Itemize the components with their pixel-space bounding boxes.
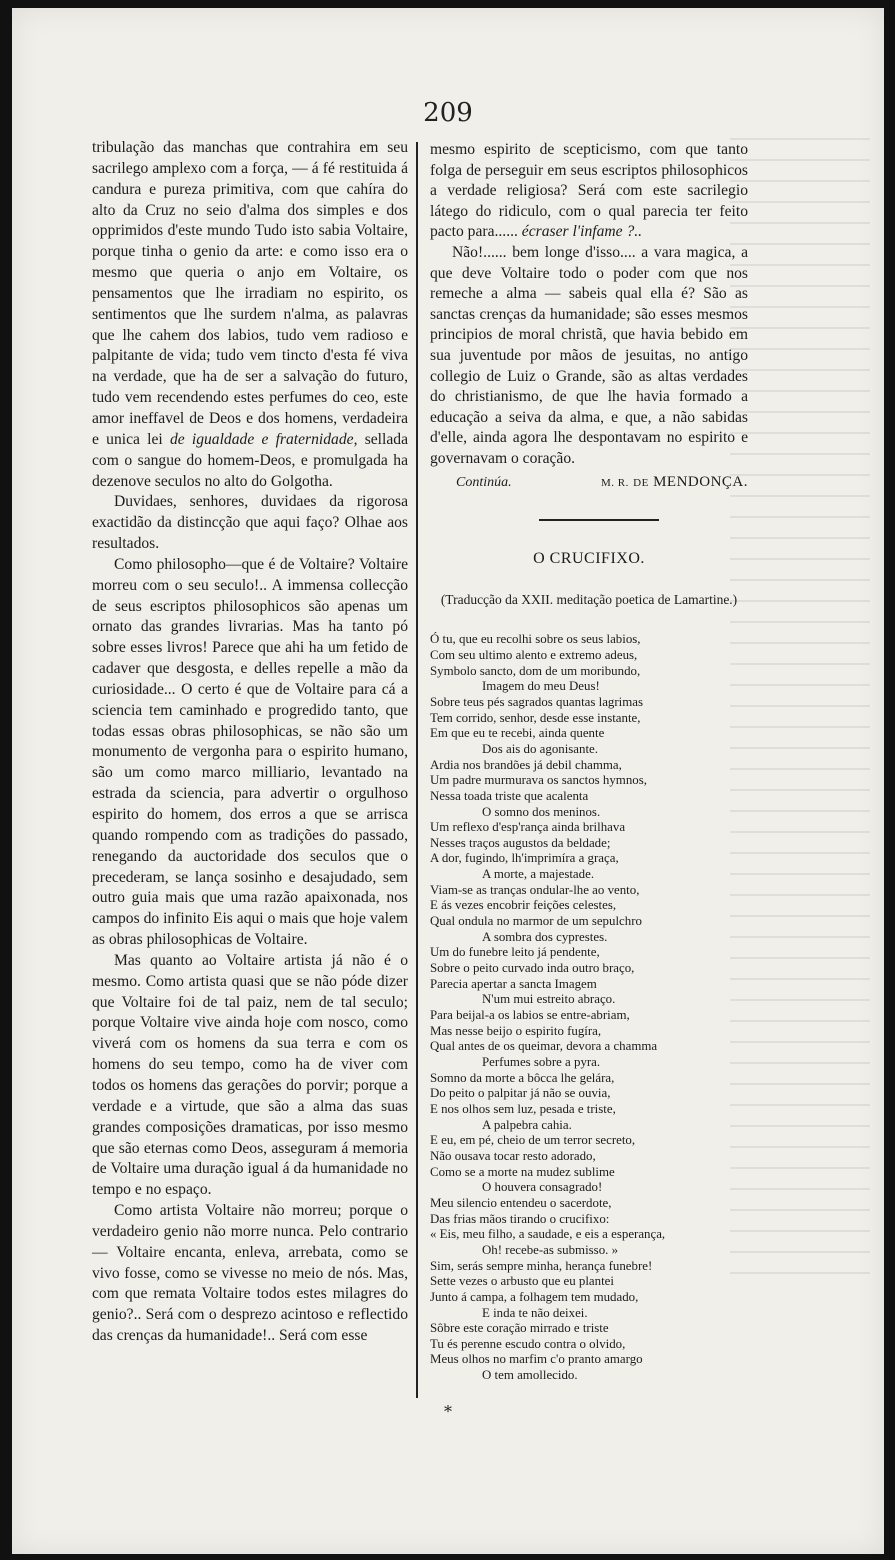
right-paragraph-1: mesmo espirito de scepticismo, com que tanto folga de perseguir em seus escriptos philosophicos a verdade religiosa? Será com este sacrilegio látego do ridiculo, com o qual parecia ter feito pacto para...... écraser l'infame ?.. bbox=[430, 141, 748, 241]
poem-line: Qual antes de os queimar, devora a chamma bbox=[430, 1039, 658, 1054]
poem-line: O somno dos meninos. bbox=[482, 804, 601, 819]
poem-line: Mas nesse beijo o espirito fugíra, bbox=[430, 1023, 602, 1038]
poem-line: O houvera consagrado! bbox=[482, 1180, 603, 1195]
poem-line: Do peito o palpitar já não se ouvia, bbox=[430, 1086, 611, 1101]
end-mark: * bbox=[444, 1402, 452, 1421]
poem-line: Das frias mãos tirando o crucifixo: bbox=[430, 1211, 610, 1226]
continua-note: Continúa. bbox=[456, 474, 512, 490]
author-initials: M. R. bbox=[601, 476, 629, 489]
left-column bbox=[92, 138, 408, 1347]
poem-line: Somno da morte a bôcca lhe gelára, bbox=[430, 1070, 615, 1085]
poem-line: Nessa toada triste que acalenta bbox=[430, 788, 589, 803]
poem-line: Nesses traços augustos da beldade; bbox=[430, 835, 611, 850]
poem-line: Com seu ultimo alento e extremo adeus, bbox=[430, 647, 638, 662]
poem-line: O tem amollecido. bbox=[482, 1368, 578, 1383]
page-number: 209 bbox=[423, 98, 473, 128]
poem-line: Symbolo sancto, dom de um moribundo, bbox=[430, 663, 641, 678]
poem-line: E eu, em pé, cheio de um terror secreto, bbox=[430, 1133, 636, 1148]
author-name bbox=[601, 472, 748, 494]
poem-line: Tu és perenne escudo contra o olvido, bbox=[430, 1336, 626, 1351]
poem-line: E ás vezes encobrir feições celestes, bbox=[430, 898, 617, 913]
poem-line: Oh! recebe-as submisso. » bbox=[482, 1242, 619, 1257]
poem-line: Ó tu, que eu recolhi sobre os seus labios, bbox=[430, 632, 641, 647]
poem-line: Parecia apertar a sancta Imagem bbox=[430, 976, 597, 991]
poem-line: Como se a morte na mudez sublime bbox=[430, 1164, 615, 1179]
poem-line: Sôbre este coração mirrado e triste bbox=[430, 1321, 609, 1336]
author-surname: MENDONÇA. bbox=[653, 473, 748, 490]
poem-line: Um do funebre leito já pendente, bbox=[430, 945, 600, 960]
left-paragraph-3: Como philosopho—que é de Voltaire? Voltaire morreu com o seu seculo!.. A immensa collecção de seus escriptos philosophicos são apenas um ornato das grandes livrarias. Mas ha tanto pó sobre esses livros! Parece que ahi ha um fetido de cadaver que desgosta, e delles repelle a mão da curiosidade... O certo é que de Voltaire para cá a sciencia tem caminhado e progredido tanto, que todas essas obras philosophicas, se não são um monumento de vergonha para o espirito humano, são um como marco milliario, levantado na estrada da sciencia, para advertir o orgulhoso espirito do homem, dos erros a que se arrisca quando rompendo com as tradições do passado, renegando da auctoridade dos seculos que o precederam, se lança sosinho e desajudado, sem outro guia mais que uma razão apaixonada, nos campos do infinito Eis aqui o mais que hoje valem as obras philosophicas de Voltaire. bbox=[92, 555, 408, 949]
poem-line: Um reflexo d'esp'rança ainda brilhava bbox=[430, 820, 626, 835]
poem-line: Um padre murmurava os sanctos hymnos, bbox=[430, 773, 647, 788]
poem-line: Viam-se as tranças ondular-lhe ao vento, bbox=[430, 882, 640, 897]
poem-line: Sobre o peito curvado inda outro braço, bbox=[430, 961, 635, 976]
poem-line: Sim, serás sempre minha, herança funebre! bbox=[430, 1258, 653, 1273]
poem-line: Dos ais do agonisante. bbox=[482, 741, 598, 756]
poem-line: Qual ondula no marmor de um sepulchro bbox=[430, 914, 642, 929]
poem-line: N'um mui estreito abraço. bbox=[482, 992, 616, 1007]
section-separator bbox=[539, 519, 659, 521]
poem-line: Junto á campa, a folhagem tem mudado, bbox=[430, 1289, 639, 1304]
show-through-texture bbox=[730, 138, 870, 1288]
left-paragraph-5: Como artista Voltaire não morreu; porque o verdadeiro genio não morre nunca. Pelo contrario — Voltaire encanta, enleva, arrebata, como se vivo fosse, como se vivesse no meio de nós. Mas, com que remata Voltaire todos estes milagres do genio?.. Será com o desprezo acintoso e reflectido das crenças da humanidade!.. Será com esse bbox=[92, 1202, 408, 1345]
left-paragraph-1: tribulação das manchas que contrahira em seu sacrilego amplexo com a força, — á fé restituida á candura e pureza primitiva, com que cahíra do alto da Cruz no seio d'alma dos simples e dos opprimidos d'este mundo Tudo isto sabia Voltaire, porque tinha o genio da arte: e como isso era o mesmo que queria o anjo em Voltaire, os pensamentos que lhe irradiam no espirito, os sentimentos que lhe surdem n'alma, as palavras que lhe cahem dos labios, tudo vem radioso e palpitante de vida; tudo vem tincto d'esta fé viva na verdade, que ha de ser a salvação do futuro, tudo vem recendendo estes perfumes do ceo, este amor ineffavel de Deos e dos homens, verdadeira e unica lei de igualdade e fraternidade, sellada com o sangue do homem-Deos, e promulgada ha dezenove seculos no alto do Golgotha. bbox=[92, 139, 408, 490]
poem-line: Em que eu te recebi, ainda quente bbox=[430, 726, 605, 741]
poem-line: A dor, fugindo, lh'imprimíra a graça, bbox=[430, 851, 619, 866]
poem-subtitle: (Traducção da XXII. meditação poetica de Lamartine.) bbox=[440, 591, 738, 607]
right-paragraph-2: Não!...... bem longe d'isso.... a vara magica, a que deve Voltaire todo o poder com que nos remeche a alma — sabeis qual ella é? São as sanctas crenças da humanidade; são esses mesmos principios de moral christã, que havia bebido em sua juventude por mãos de jesuitas, no antigo collegio de Luiz o Grande, são as altas verdades do christianismo, de que lhe havia formado a educação a seiva da alma, e que, a não sabidas d'elle, ainda agora lhe despontavam no espirito e governavam o coração. bbox=[430, 243, 748, 467]
left-paragraph-2: Duvidaes, senhores, duvidaes da rigorosa exactidão da distincção que aqui faço? Olhae aos resultados. bbox=[92, 493, 408, 553]
poem-line: Sobre teus pés sagrados quantas lagrimas bbox=[430, 694, 644, 709]
column-divider bbox=[416, 142, 418, 1398]
poem-line: « Eis, meu filho, a saudade, e eis a esperança, bbox=[430, 1227, 666, 1242]
poem-line: Tem corrido, senhor, desde esse instante, bbox=[430, 710, 641, 725]
article-signature bbox=[430, 472, 748, 494]
poem-line: Para beijal-a os labios se entre-abriam, bbox=[430, 1008, 630, 1023]
poem-line: A sombra dos cyprestes. bbox=[482, 929, 608, 944]
poem-line: Imagem do meu Deus! bbox=[482, 679, 600, 694]
poem-line: Perfumes sobre a pyra. bbox=[482, 1055, 601, 1069]
poem-line: Ardia nos brandões já debil chamma, bbox=[430, 757, 622, 772]
poem-line: Meus olhos no marfim c'o pranto amargo bbox=[430, 1352, 643, 1367]
author-de: DE bbox=[633, 476, 649, 489]
poem-line: Meu silencio entendeu o sacerdote, bbox=[430, 1195, 612, 1210]
italic-phrase: écraser l'infame ?.. bbox=[521, 223, 643, 241]
poem-body bbox=[430, 632, 748, 1384]
italic-phrase: de igualdade e fraternidade bbox=[169, 430, 354, 448]
left-paragraph-4: Mas quanto ao Voltaire artista já não é o mesmo. Como artista quasi que se não póde dizer que Voltaire foi de tal paiz, nem de tal seculo; porque Voltaire vive ainda hoje com nosco, como viverá com os homens da sua terra e com os homens do seu tempo, como ha de viver com todos os homens das gerações do porvir; porque a verdade e a virtude, que são a alma das suas grandes composições dramaticas, por isso mesmo que são eternas como Deos, asseguram á memoria de Voltaire uma duração igual á da humanidade no tempo e no espaço. bbox=[92, 951, 408, 1199]
poem-line: E nos olhos sem luz, pesada e triste, bbox=[430, 1101, 616, 1116]
poem-line: Não ousava tocar resto adorado, bbox=[430, 1148, 596, 1163]
newspaper-page bbox=[12, 8, 884, 1554]
poem-line: A palpebra cahia. bbox=[482, 1117, 572, 1132]
poem-line: Sette vezes o arbusto que eu plantei bbox=[430, 1274, 614, 1289]
poem-title: O CRUCIFIXO. bbox=[533, 550, 645, 568]
poem-line: A morte, a majestade. bbox=[482, 867, 595, 882]
poem-line: E inda te não deixei. bbox=[482, 1305, 588, 1320]
right-column bbox=[430, 140, 748, 1384]
